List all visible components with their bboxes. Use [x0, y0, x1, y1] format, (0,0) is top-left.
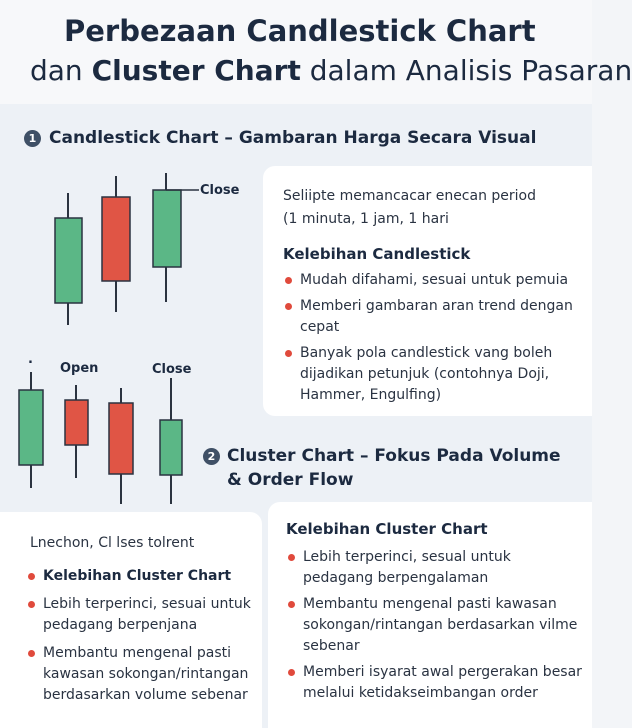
- section2-title: Cluster Chart – Fokus Pada Volume & Order Flow: [227, 446, 561, 490]
- candlestick-intro-1: Seliipte memancacar enecan period: [283, 188, 537, 204]
- cluster-left-list: [26, 566, 256, 706]
- list-item: Lebih terperinci, sesuai untuk pedagang berpenjana: [26, 594, 256, 636]
- section1-heading: [24, 128, 584, 148]
- cluster-advantages-heading: Kelebihan Cluster Chart: [286, 520, 488, 538]
- header: [0, 0, 632, 104]
- list-item: Memberi gambaran aran trend dengan cepat: [283, 296, 573, 338]
- list-item: Kelebihan Cluster Chart: [26, 566, 256, 587]
- title-bold: Cluster Chart: [91, 54, 301, 87]
- list-item: Membantu mengenal pasti kawasan sokongan/rintangan berdasarkan vilme sebenar: [286, 594, 582, 657]
- candlestick-advantages-list: [283, 270, 573, 406]
- section1-number-badge: 1: [24, 130, 41, 147]
- list-item: Membantu mengenal pasti kawasan sokongan/rintangan berdasarkan volume sebenar: [26, 643, 256, 706]
- list-item: Banyak pola candlestick vang boleh dijadikan petunjuk (contohnya Doji, Hammer, Engulfing): [283, 343, 573, 406]
- cluster-right-list: [286, 547, 582, 704]
- section2-number-badge: 2: [203, 448, 220, 465]
- list-item: Mudah difahami, sesuai untuk pemuia: [283, 270, 573, 291]
- list-item: Lebih terperinci, sesual untuk pedagang berpengalaman: [286, 547, 582, 589]
- page-title-line1: Perbezaan Candlestick Chart: [64, 14, 536, 48]
- label-dot: .: [28, 352, 33, 367]
- title-post: dalam Analisis Pasaran: [300, 54, 632, 87]
- section2-heading: [203, 444, 583, 492]
- candlestick-info-card: [263, 166, 592, 416]
- section1-title: Candlestick Chart – Gambaran Harga Secara Visual: [49, 128, 537, 148]
- candlestick-intro-2: (1 minuta, 1 jam, 1 hari: [283, 211, 449, 227]
- candlestick-advantages-heading: Kelebihan Candlestick: [283, 245, 471, 263]
- list-item: Memberi isyarat awal pergerakan besar melalui ketidakseimbangan order: [286, 662, 582, 704]
- page-title-line2: [30, 54, 632, 87]
- cluster-right-card: [268, 502, 592, 728]
- title-pre: dan: [30, 54, 92, 87]
- label-open: Open: [60, 361, 99, 376]
- cluster-left-card: [0, 512, 262, 728]
- label-close-bottom: Close: [152, 362, 192, 377]
- cluster-intro: Lnechon, Cl lses tolrent: [30, 535, 195, 551]
- label-close-top: Close: [200, 183, 240, 198]
